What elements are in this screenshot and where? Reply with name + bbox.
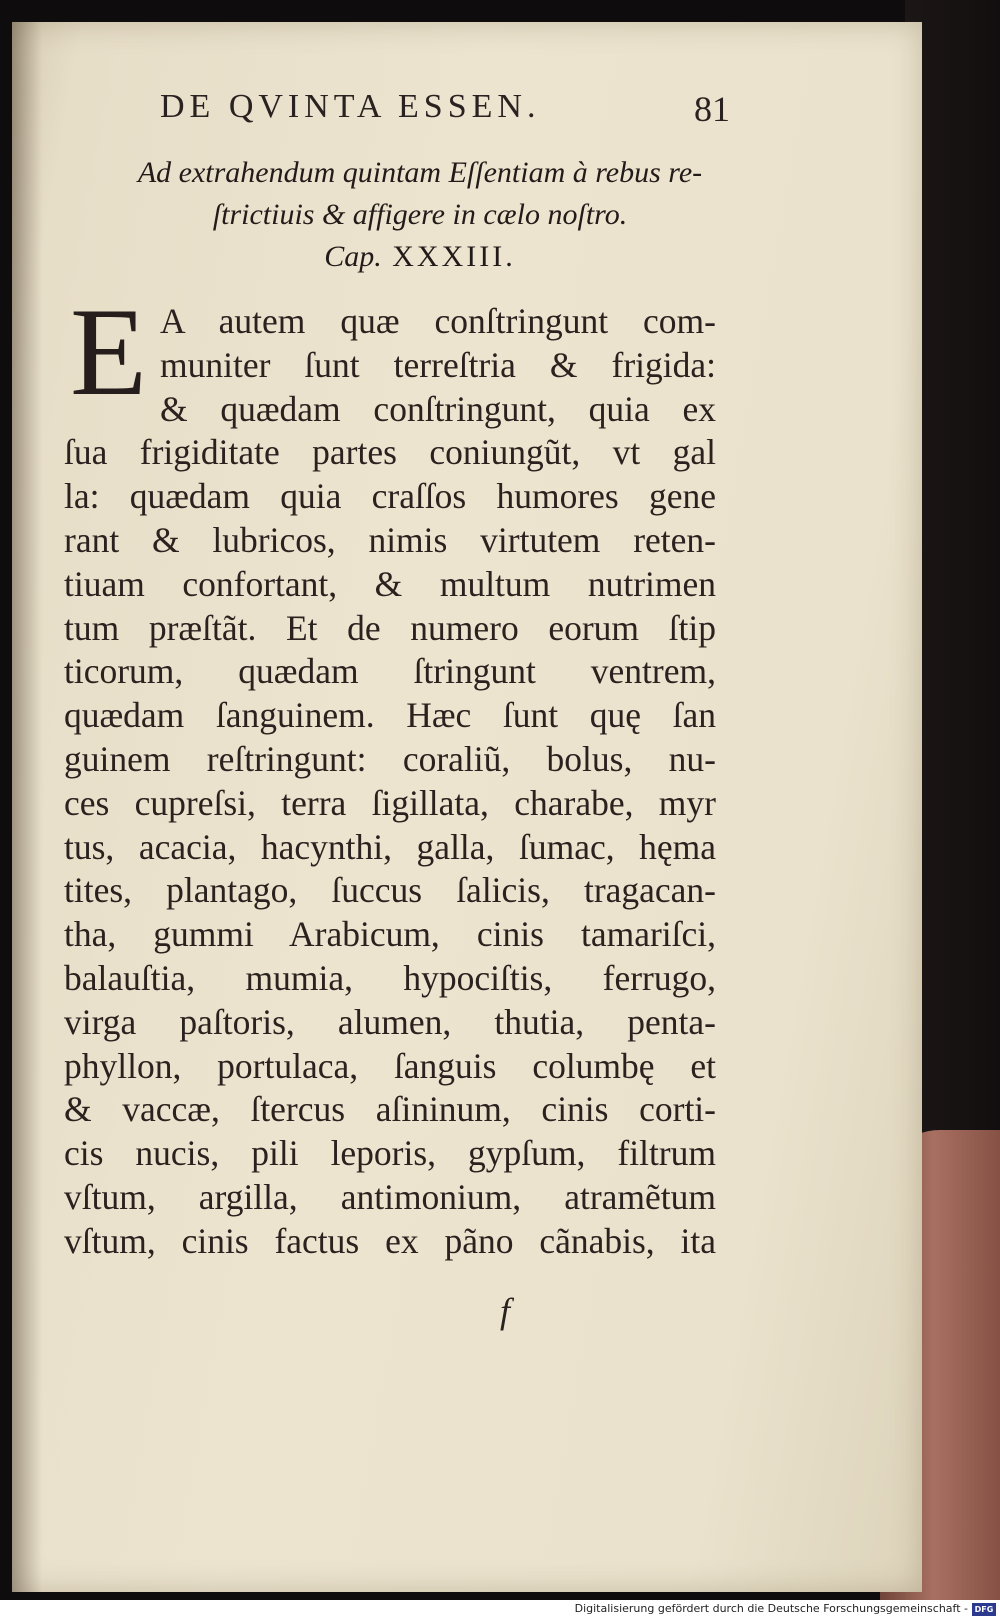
- signature-mark: f: [500, 1291, 511, 1331]
- text-line: vſtum, argilla, antimonium, atramẽtum: [64, 1176, 716, 1217]
- text-line: rant & lubricos, nimis virtutem reten-: [64, 519, 716, 560]
- text-line: ces cupreſsi, terra ſigillata, charabe, myr: [64, 782, 716, 823]
- text-line: quædam ſanguinem. Hæc ſunt quę ſan: [64, 695, 716, 736]
- text-line: cis nucis, pili leporis, gypſum, filtrum: [64, 1133, 716, 1174]
- chapter-abbreviation: Cap.: [324, 240, 382, 273]
- text-line: guinem reſtringunt: coraliũ, bolus, nu-: [64, 738, 716, 779]
- text-line: ſua frigiditate partes coniungũt, vt gal: [64, 432, 716, 473]
- chapter-heading: [60, 152, 780, 278]
- text-line: tiuam confortant, & multum nutrimen: [64, 563, 716, 604]
- chapter-heading-line-1: Ad extrahendum quintam Eſſentiam à rebus re-: [137, 156, 703, 189]
- text-line: phyllon, portulaca, ſanguis columbę et: [64, 1045, 716, 1086]
- running-title: DE QVINTA ESSEN.: [160, 88, 541, 125]
- drop-cap-initial: E: [70, 283, 147, 422]
- spine-shadow: [12, 22, 42, 1592]
- chapter-number: XXXIII.: [392, 240, 516, 273]
- digitization-credit: Digitalisierung gefördert durch die Deutsche Forschungsgemeinschaft -: [574, 1602, 968, 1615]
- text-line: & vaccæ, ſtercus aſininum, cinis corti-: [64, 1089, 716, 1130]
- text-line: vſtum, cinis factus ex pãno cãnabis, ita: [64, 1220, 716, 1261]
- chapter-heading-line-2: ſtrictiuis & affigere in cælo noſtro.: [212, 198, 628, 231]
- dfg-logo: DFG: [972, 1603, 996, 1616]
- text-line: tus, acacia, hacynthi, galla, ſumac, hęma: [64, 826, 716, 867]
- body-text: [64, 283, 716, 1264]
- text-line: tites, plantago, ſuccus ſalicis, tragacan-: [64, 870, 716, 911]
- text-line: tum præſtãt. Et de numero eorum ſtip: [64, 607, 716, 648]
- text-line: virga paſtoris, alumen, thutia, penta-: [64, 1001, 716, 1042]
- running-head: [150, 88, 730, 138]
- text-line: A autem quæ conſtringunt com-: [160, 301, 716, 341]
- text-line: muniter ſunt terreſtria & frigida:: [160, 344, 716, 385]
- chapter-number-line: [60, 236, 780, 278]
- text-line: tha, gummi Arabicum, cinis tamariſci,: [64, 914, 716, 955]
- text-line: balauſtia, mumia, hypociſtis, ferrugo,: [64, 957, 716, 998]
- text-line: & quædam conſtringunt, quia ex: [160, 388, 716, 429]
- text-line: la: quædam quia craſſos humores gene: [64, 476, 716, 517]
- text-line: ticorum, quædam ſtringunt ventrem,: [64, 651, 716, 692]
- folio-number: 81: [694, 89, 730, 129]
